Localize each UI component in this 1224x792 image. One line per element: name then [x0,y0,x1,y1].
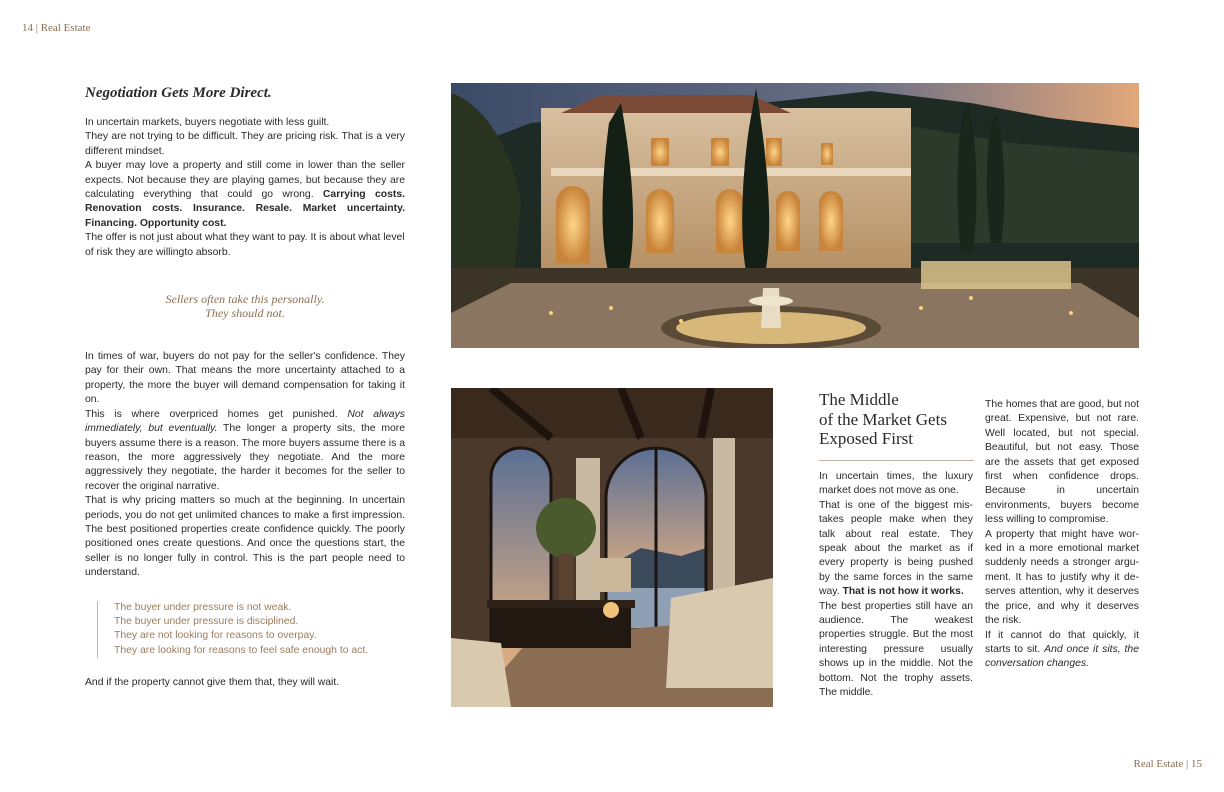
pull-quote-line: They should not. [205,306,285,321]
italic-text: And once it sits, the conversation changes. [985,643,1139,670]
bold-text: That is not how it works. [842,586,964,598]
paragraph [819,499,973,600]
quote-line: They are looking for reasons to feel safe enough to act. [114,644,369,656]
living-room-photo [451,388,773,707]
paragraph: They are not trying to be difficult. They are pricing risk. That is a very different mindset. [85,131,405,157]
paragraph: A property that might have wor-ked in a more emotional market suddenly needs a stronger argu-ment. It has to justify why it de-serves attention, why it deserves the price, and why it deserves the risk. [985,528,1139,627]
paragraph: The best properties still have an audience. The weakest properties struggle. But the most interesting pressure usually shows up in the middle. Not the bottom. Not the trophy assets. The middle. [819,600,973,699]
paragraph [985,629,1139,672]
text-run: The longer a property sits, the more buyers assume there is a reason. The more buyers assume there is a reason, the more aggressively they negotiate. And the more aggressively they negotiate, the harder it becomes for the seller to recover the original narrative. [85,423,406,492]
quote-line: They are not looking for reasons to overpay. [114,630,317,642]
paragraph: In times of war, buyers do not pay for the seller's confidence. They pay for their own. That means the more uncertainty attached to a property, the more the buyer will demand compensation for taking it on. [85,351,405,406]
left-column [85,85,405,691]
section-title [819,390,974,449]
villa-exterior-photo [451,83,1139,348]
text-run: If it cannot do that quickly, it starts to sit. [985,629,1139,655]
paragraph: In uncertain markets, buyers negotiate with less guilt. [85,117,330,128]
bold-text: Carrying costs. Renovation costs. Insurance. Resale. Market uncertainty. Financing. Opportunity cost. [85,189,405,229]
paragraph: That is why pricing matters so much at the beginning. In uncertain periods, you do not get unlimited chances to make a first impression. The best positioned properties create confidence quickly. The poorly positioned ones create questions. And once the questions start, the seller is no longer fully in control. This is the part people need to understand. [85,495,405,579]
pull-quote-line: Sellers often take this personally. [165,292,325,307]
text-run: This is where overpriced homes get punished. [85,408,348,420]
paragraph: And if the property cannot give them that, they will wait. [85,677,340,689]
section-heading: Negotiation Gets More Direct. [85,85,272,101]
block-quote [97,601,405,659]
paragraph [85,159,405,231]
paragraph: In uncertain times, the luxury market does not move as one. [819,471,973,497]
quote-line: The buyer under pressure is not weak. [114,601,292,613]
text-run: That is one of the biggest mis-takes people make when they talk about real estate. They speak about the market as if every property is being pushed by the same forces in the same way. [819,499,973,598]
title-divider [819,460,974,461]
italic-text: Not always immediately, but eventually. [85,408,405,435]
middle-column-2 [985,398,1139,672]
paragraph: The homes that are good, but not great. Expensive, but not rare. Well located, but not special. Beautiful, but not easy. Those are the assets that get exposed first when confidence drops. Because in uncertain environments, buyers become less willing to compromise. [985,399,1139,526]
title-line: Exposed First [819,429,913,448]
middle-column-1 [819,470,973,701]
quote-line: The buyer under pressure is disciplined. [114,615,299,627]
pull-quote [85,292,405,320]
paragraph: The offer is not just about what they want to pay. It is about what level of risk they are willingto absorb. [85,232,405,258]
title-line: of the Market Gets [819,409,947,429]
text-run: A buyer may love a property and still come in lower than the seller expects. Not because they are playing games, but because they are calculating everything that could go wrong. [85,160,405,201]
folio-right: Real Estate | 15 [1133,758,1202,770]
title-line: The Middle [819,390,899,409]
paragraph [85,408,405,494]
folio-left: 14 | Real Estate [22,22,91,34]
